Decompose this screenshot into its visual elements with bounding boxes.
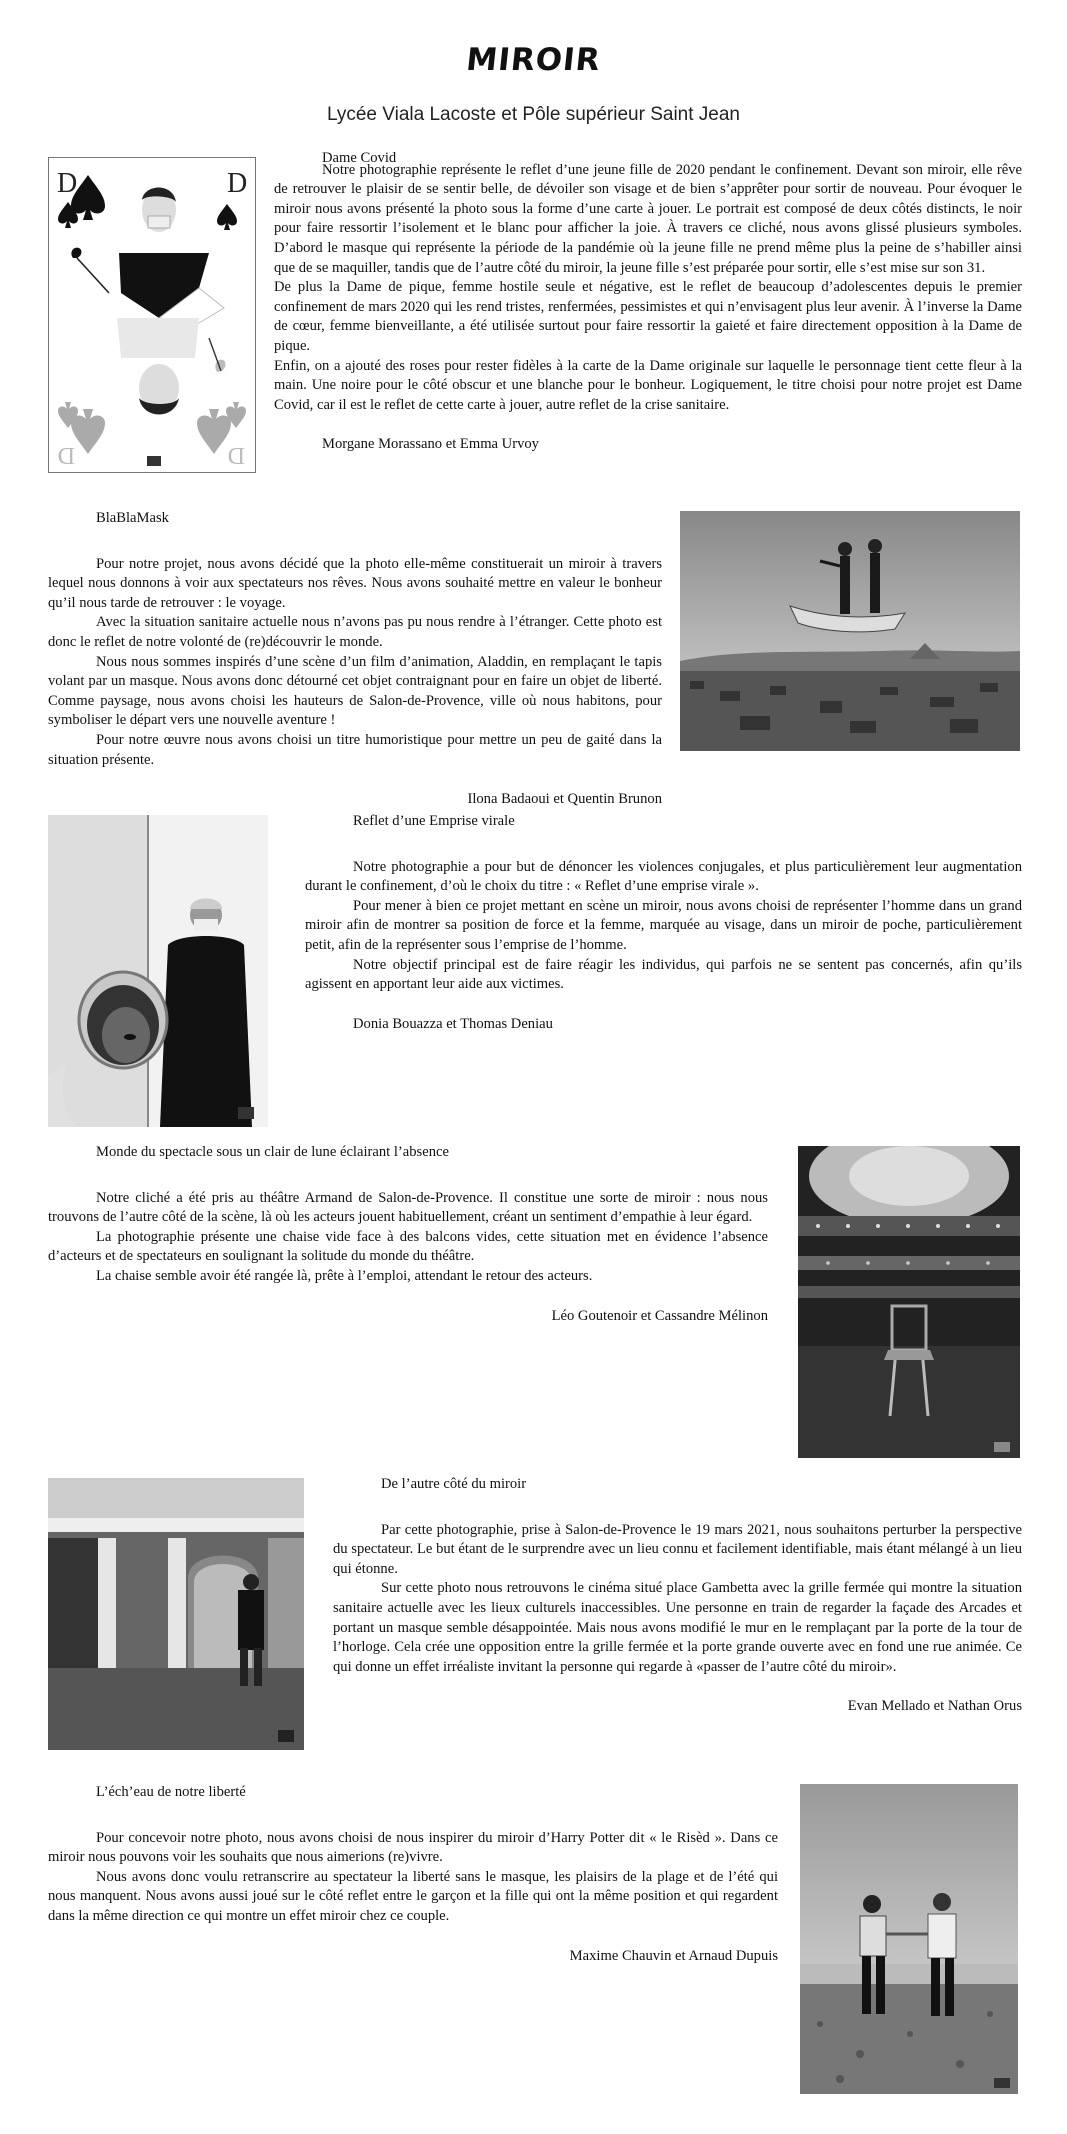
section-title: Reflet d’une Emprise virale <box>353 813 515 829</box>
card-letter-bottom-left: D <box>57 442 75 468</box>
card-letter-top-right: D <box>227 168 248 199</box>
section-emprise-text <box>305 812 1022 1034</box>
section-title: Monde du spectacle sous un clair de lune éclairant l’absence <box>96 1144 449 1160</box>
page-title: MIROIR <box>464 42 603 78</box>
section-liberte-text <box>48 1783 778 1966</box>
section-title: BlaBlaMask <box>96 510 169 526</box>
paragraph: Pour notre œuvre nous avons choisi un titre humoristique pour mettre un peu de gaité dans la situation présente. <box>48 731 662 768</box>
paragraph: Enfin, on a ajouté des roses pour rester fidèles à la carte de la Dame originale sur laquelle le personnage tient cette fleur à la main. Une noire pour le côté obscur et une blanche pour le bonheur. Logiquement, le titre choisi pour notre projet est Dame Covid, car il est le reflet de cette carte à jouer, autre reflet de la crise sanitaire. <box>274 357 1022 413</box>
paragraph: Par cette photographie, prise à Salon-de-Provence le 19 mars 2021, nous souhaitons perturber la perspective du spectateur. Le but étant de le surprendre avec un lieu connu et facilement identifiable, mais étant mélangé à un lieu qui étonne. <box>333 1521 1022 1577</box>
section-title: De l’autre côté du miroir <box>381 1476 527 1492</box>
paragraph: La photographie présente une chaise vide face à des balcons vides, cette situation met en évidence l’absence d’acteurs et de spectateurs en soulignant la solitude du monde du théâtre. <box>48 1228 768 1265</box>
section-blablamask-text <box>48 509 662 810</box>
photo-emprise-virale <box>48 815 268 1127</box>
photo-theatre <box>798 1146 1020 1458</box>
paragraph: Pour concevoir notre photo, nous avons choisi de nous inspirer du miroir d’Harry Potter dit « le Risèd ». Dans ce miroir nous pouvons voir les souhaits que nous aimerions (re)vivre. <box>48 1829 778 1866</box>
photo-dame-covid <box>48 157 256 473</box>
photo-liberte <box>800 1784 1018 2094</box>
section-dame-covid-text <box>274 149 1022 455</box>
paragraph: Notre photographie a pour but de dénoncer les violences conjugales, et plus particulièrement leur augmentation durant le confinement, d’où le choix du titre : « Reflet d’une emprise virale ». <box>305 858 1022 895</box>
page-subtitle: Lycée Viala Lacoste et Pôle supérieur Saint Jean <box>327 104 740 125</box>
paragraph: Notre objectif principal est de faire réagir les individus, qui parfois ne se sentent pas concernés, afin qu’ils agissent en apportant leur aide aux victimes. <box>305 956 1022 993</box>
authors: Evan Mellado et Nathan Orus <box>847 1698 1022 1715</box>
paragraph: De plus la Dame de pique, femme hostile seule et négative, est le reflet de beaucoup d’adolescentes depuis le premier confinement de mars 2020 qui les rend tristes, renfermées, pessimistes et qui n’envisagent plus leur avenir. À l’inverse la Dame de cœur, femme bienveillante, a été utilisée surtout pour faire ressortir la gaieté et faire directement opposition à la Dame de pique. <box>274 279 1022 354</box>
section-title: Dame Covid <box>322 150 397 166</box>
paragraph: Sur cette photo nous retrouvons le cinéma situé place Gambetta avec la grille fermée qui montre la situation sanitaire actuelle avec les lieux culturels inaccessibles. Une personne en train de regarder la façade des Arcades et portant un masque semble désappointée. Mais nous avons modifié le mur en le remplaçant par la porte de la tour de l’horloge. Cela crée une opposition entre la grille fermée et la porte grande ouverte avec en fond une rue animée. Ce qui donne un effet irréaliste invitant la personne qui regarde à «passer de l’autre côté du miroir». <box>333 1580 1022 1675</box>
paragraph: Notre photographie représente le reflet d’une jeune fille de 2020 pendant le confinement. Devant son miroir, elle rêve de retrouver le plaisir de se sentir belle, de dévoiler son visage et de bien s’apprêter pour sortir de nouveau. Pour évoquer le miroir nous avons présenté la photo sous la forme d’une carte à jouer. Le portrait est composé de deux côtés distincts, le noir pour faire ressortir l’isolement et le blanc pour afficher la joie. À travers ce cliché, nous avons glissé plusieurs symboles. D’abord le masque qui représente la période de la pandémie où la jeune fille ne prend même plus la peine de s’habiller ainsi que de se maquiller, tandis que de l’autre côté du miroir, la jeune fille s’est préparée pour sortir, elle s’est mise sur son 31. <box>274 161 1022 276</box>
paragraph: Pour notre projet, nous avons décidé que la photo elle-même constituerait un miroir à travers lequel nous donnons à voir aux spectateurs nos rêves. Nous avons souhaité mettre en valeur le bonheur qu’il nous tarde de retrouver : le voyage. <box>48 555 662 611</box>
section-title: L’éch’eau de notre liberté <box>96 1784 246 1800</box>
authors: Maxime Chauvin et Arnaud Dupuis <box>569 1947 778 1964</box>
section-autre-cote-text <box>333 1475 1022 1717</box>
photo-autre-cote <box>48 1478 304 1750</box>
paragraph: Notre cliché a été pris au théâtre Armand de Salon-de-Provence. Il constitue une sorte de miroir : nous nous trouvons de l’autre côté de la scène, là où les acteurs jouent habituellement, créant un sentiment d’empathie à leur égard. <box>48 1189 768 1226</box>
paragraph: La chaise semble avoir été rangée là, prête à l’emploi, attendant le retour des acteurs. <box>96 1267 593 1284</box>
card-letter-top-left: D <box>57 168 78 199</box>
paragraph: Nous avons donc voulu retranscrire au spectateur la liberté sans le masque, les plaisirs de la plage et de l’été qui nous manquent. Nous avons aussi joué sur le côté reflet entre le garçon et la fille qui ont la même position et qui regardent dans la même direction ce qui montre un effet miroir chez ce couple. <box>48 1868 778 1924</box>
card-letter-bottom-right: D <box>227 442 245 468</box>
authors: Ilona Badaoui et Quentin Brunon <box>467 791 662 808</box>
authors: Léo Goutenoir et Cassandre Mélinon <box>551 1307 768 1324</box>
paragraph: Avec la situation sanitaire actuelle nous n’avons pas pu nous rendre à l’étranger. Cette photo est donc le reflet de notre volonté de (re)découvrir le monde. <box>48 614 662 650</box>
paragraph: Pour mener à bien ce projet mettant en scène un miroir, nous avons choisi de représenter l’homme dans un grand miroir afin de montrer sa position de force et la femme, marquée au visage, dans un miroir de poche, particulièrement petit, afin de la représenter sous l’emprise de l’homme. <box>305 897 1022 953</box>
photo-blablamask <box>680 511 1020 751</box>
authors: Morgane Morassano et Emma Urvoy <box>322 436 539 453</box>
section-spectacle-text <box>48 1143 768 1326</box>
authors: Donia Bouazza et Thomas Deniau <box>353 1015 553 1032</box>
paragraph: Nous nous sommes inspirés d’une scène d’un film d’animation, Aladdin, en remplaçant le tapis volant par un masque. Nous avons donc détourné cet objet contraignant pour en faire un objet de liberté. Comme paysage, nous avons choisi les hauteurs de Salon-de-Provence, ville où nous habitons, pour symboliser le départ vers une nouvelle aventure ! <box>48 653 662 729</box>
